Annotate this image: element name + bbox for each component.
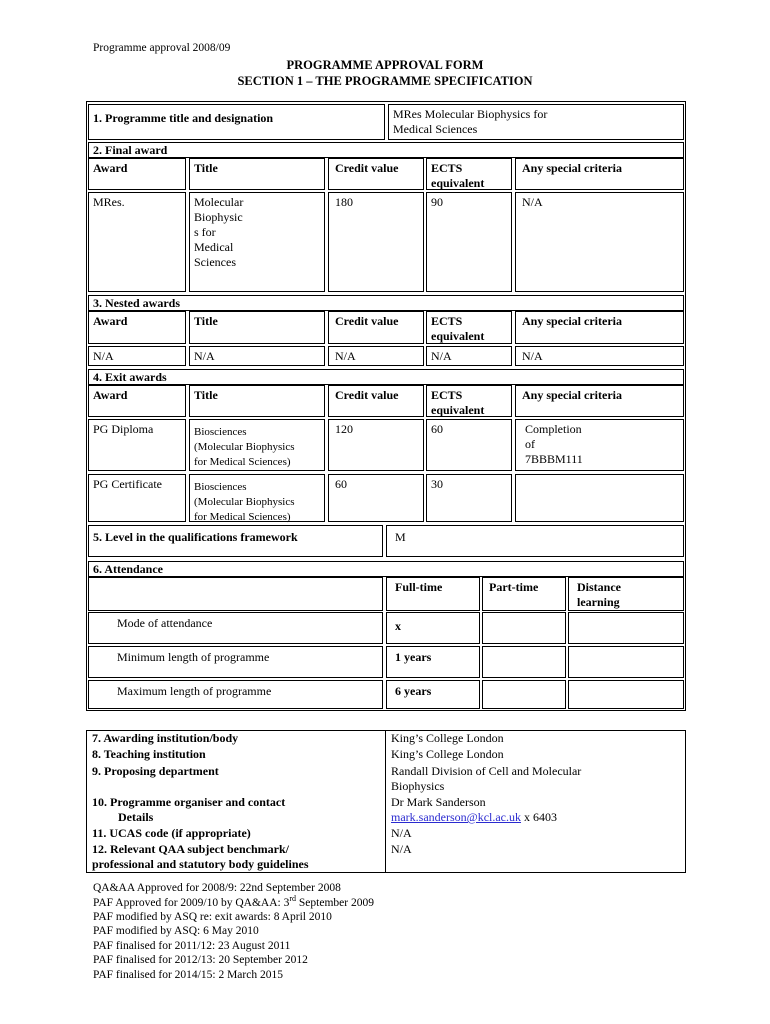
s4-r1-criteria-line: Completion — [525, 422, 582, 436]
s3-col-award: Award — [88, 311, 186, 344]
section-title: SECTION 1 – THE PROGRAMME SPECIFICATION — [237, 74, 533, 88]
s2-title-line: Medical — [194, 240, 234, 254]
s12-label: 12. Relevant QAA subject benchmark/ — [92, 842, 289, 856]
s2-col-ects — [426, 158, 512, 190]
s4-r2-title-line: for Medical Sciences) — [194, 511, 291, 523]
s8-label: 8. Teaching institution — [92, 747, 206, 761]
s4-r2-award: PG Certificate — [88, 474, 186, 522]
s1-label: 1. Programme title and designation — [88, 104, 385, 140]
s6-col-distance-line1: Distance — [577, 580, 621, 594]
s2-title — [189, 192, 325, 292]
s6-r1-label: Mode of attendance — [88, 612, 383, 644]
s3-credit: N/A — [328, 346, 424, 366]
s6-header-blank — [88, 577, 383, 611]
s4-r1-award: PG Diploma — [88, 419, 186, 471]
s9-value-line2: Biophysics — [391, 779, 445, 793]
footer-note-part: September 2009 — [296, 897, 374, 909]
s2-col-award: Award — [88, 158, 186, 190]
footer-note: PAF finalised for 2014/15: 2 March 2015 — [93, 969, 283, 981]
s6-col-distance-line2: learning — [577, 595, 620, 609]
s2-award: MRes. — [88, 192, 186, 292]
s2-title-line: Biophysic — [194, 210, 243, 224]
s12-value: N/A — [391, 842, 412, 856]
s1-value-line1: MRes Molecular Biophysics for — [393, 107, 548, 121]
s2-title-line: s for — [194, 225, 216, 239]
s6-r1-distance — [568, 612, 684, 644]
s4-col-credit: Credit value — [328, 385, 424, 417]
s6-label: 6. Attendance — [88, 561, 684, 577]
s2-credit: 180 — [328, 192, 424, 292]
s2-title-line: Molecular — [194, 195, 244, 209]
s4-r2-title-line: (Molecular Biophysics — [194, 496, 295, 508]
s1-value — [388, 104, 684, 140]
s6-r2-part — [482, 646, 566, 678]
s4-r1-ects: 60 — [426, 419, 512, 471]
s4-r1-title — [189, 419, 325, 471]
form-title: PROGRAMME APPROVAL FORM — [286, 58, 484, 72]
s2-col-credit: Credit value — [328, 158, 424, 190]
s5-value: M — [386, 525, 684, 557]
footer-note: PAF modified by ASQ: 6 May 2010 — [93, 925, 259, 937]
s4-r1-criteria-line: of — [525, 437, 535, 451]
s6-col-distance — [568, 577, 684, 611]
s3-col-ects-line2: equivalent — [431, 329, 485, 343]
footer-note: PAF finalised for 2012/13: 20 September 2012 — [93, 954, 308, 966]
s3-col-ects — [426, 311, 512, 344]
footer-note-part: PAF Approved for 2009/10 by QA&AA: 3 — [93, 897, 290, 909]
s3-ects: N/A — [426, 346, 512, 366]
s11-label: 11. UCAS code (if appropriate) — [92, 826, 251, 840]
s4-col-award: Award — [88, 385, 186, 417]
s4-r2-title — [189, 474, 325, 522]
s6-col-part: Part-time — [482, 577, 566, 611]
s4-col-title: Title — [189, 385, 325, 417]
footer-note — [93, 896, 374, 911]
s3-col-title: Title — [189, 311, 325, 344]
s4-col-ects-line1: ECTS — [431, 388, 463, 402]
organiser-extension: x 6403 — [521, 810, 558, 824]
footer-note: PAF modified by ASQ re: exit awards: 8 April 2010 — [93, 911, 332, 923]
s3-award: N/A — [88, 346, 186, 366]
s2-title-line: Sciences — [194, 255, 236, 269]
s6-r3-distance — [568, 680, 684, 709]
s10-value-name: Dr Mark Sanderson — [391, 795, 486, 809]
s11-value: N/A — [391, 826, 412, 840]
s2-col-title: Title — [189, 158, 325, 190]
s2-col-ects-line2: equivalent — [431, 176, 485, 190]
s2-col-ects-line1: ECTS — [431, 161, 463, 175]
s12-label-line2: professional and statutory body guidelines — [92, 857, 309, 871]
s4-col-ects — [426, 385, 512, 417]
s2-ects: 90 — [426, 192, 512, 292]
s7-value: King’s College London — [391, 731, 504, 745]
s8-value: King’s College London — [391, 747, 504, 761]
s4-r2-criteria — [515, 474, 684, 522]
s6-r2-distance — [568, 646, 684, 678]
s3-title: N/A — [189, 346, 325, 366]
s5-label: 5. Level in the qualifications framework — [88, 525, 383, 557]
s10-label: 10. Programme organiser and contact — [92, 795, 286, 809]
s4-r2-title-line: Biosciences — [194, 481, 247, 493]
s9-label: 9. Proposing department — [92, 764, 219, 778]
s6-r2-full: 1 years — [386, 646, 480, 678]
s4-r1-title-line: (Molecular Biophysics — [194, 441, 295, 453]
s10-label-details: Details — [118, 810, 154, 824]
s6-col-full: Full-time — [386, 577, 480, 611]
s1-value-line2: Medical Sciences — [393, 122, 478, 136]
s6-r2-label: Minimum length of programme — [88, 646, 383, 678]
s4-r2-credit: 60 — [328, 474, 424, 522]
s4-r1-criteria — [515, 419, 684, 471]
s4-r1-credit: 120 — [328, 419, 424, 471]
s6-r1-full: x — [386, 612, 480, 644]
s4-col-ects-line2: equivalent — [431, 403, 485, 417]
s4-col-criteria: Any special criteria — [515, 385, 684, 417]
s10-value-contact — [391, 810, 557, 825]
footer-note: QA&AA Approved for 2008/9: 22nd September 2008 — [93, 882, 341, 894]
s4-r2-ects: 30 — [426, 474, 512, 522]
s6-r1-part — [482, 612, 566, 644]
s3-col-ects-line1: ECTS — [431, 314, 463, 328]
s3-col-criteria: Any special criteria — [515, 311, 684, 344]
s6-r3-full: 6 years — [386, 680, 480, 709]
s4-r1-criteria-line: 7BBBM111 — [525, 452, 583, 466]
s4-r1-title-line: for Medical Sciences) — [194, 456, 291, 468]
s4-label: 4. Exit awards — [88, 369, 684, 385]
s3-criteria: N/A — [515, 346, 684, 366]
s2-col-criteria: Any special criteria — [515, 158, 684, 190]
footer-note: PAF finalised for 2011/12: 23 August 2011 — [93, 940, 291, 952]
s7-label: 7. Awarding institution/body — [92, 731, 239, 745]
s6-r3-part — [482, 680, 566, 709]
s3-col-credit: Credit value — [328, 311, 424, 344]
s2-label: 2. Final award — [88, 142, 684, 158]
running-head: Programme approval 2008/09 — [93, 42, 231, 54]
s3-label: 3. Nested awards — [88, 295, 684, 311]
s4-r1-title-line: Biosciences — [194, 426, 247, 438]
institution-divider — [385, 730, 386, 873]
s2-criteria: N/A — [515, 192, 684, 292]
s6-r3-label: Maximum length of programme — [88, 680, 383, 709]
footer-note-sup: rd — [289, 894, 297, 904]
s9-value: Randall Division of Cell and Molecular — [391, 764, 582, 778]
organiser-email-link[interactable]: mark.sanderson@kcl.ac.uk — [391, 810, 522, 824]
